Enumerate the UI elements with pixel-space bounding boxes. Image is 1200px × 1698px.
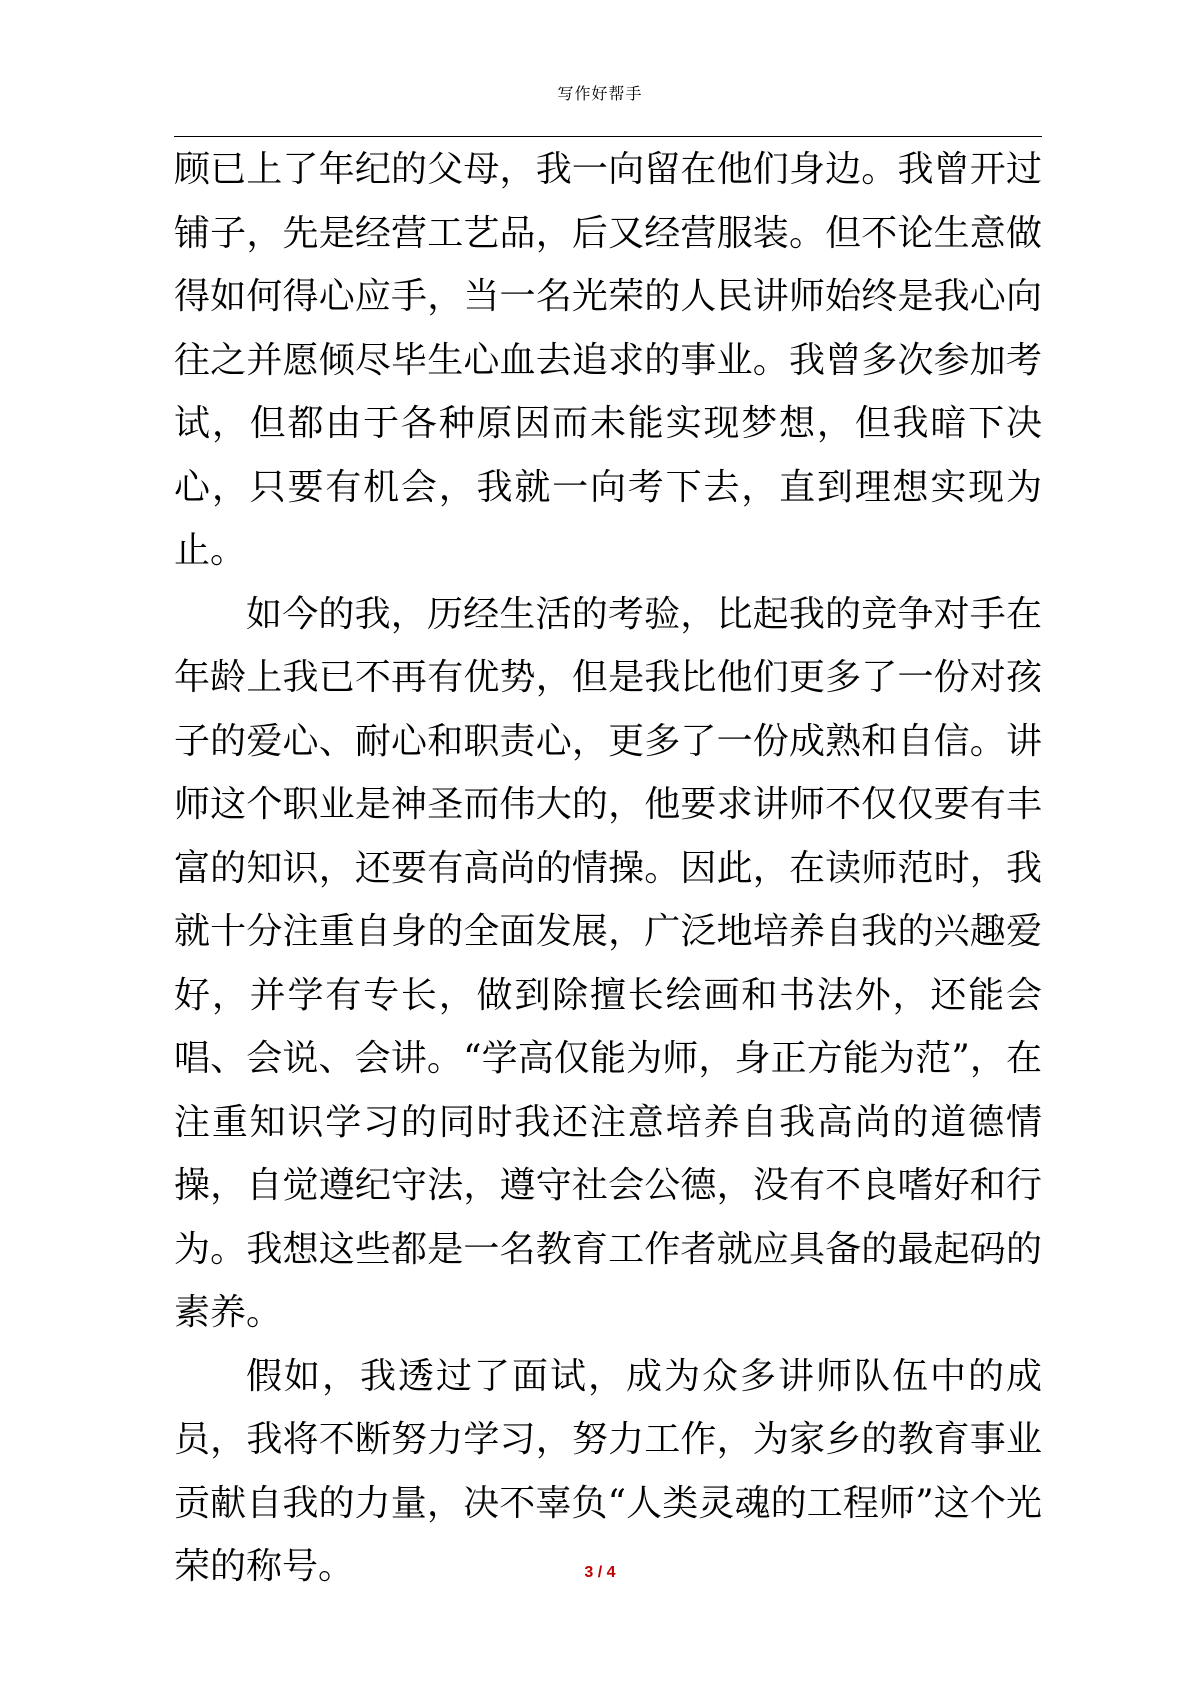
- document-body: [174, 138, 1042, 1599]
- page-number: 3 / 4: [584, 1564, 616, 1581]
- paragraph-1: 顾已上了年纪的父母，我一向留在他们身边。我曾开过铺子，先是经营工艺品，后又经营服装。但不论生意做得如何得心应手，当一名光荣的人民讲师始终是我心向往之并愿倾尽毕生心血去追求的事业。我曾多次参加考试，但都由于各种原因而未能实现梦想，但我暗下决心，只要有机会，我就一向考下去，直到理想实现为止。: [174, 149, 1042, 571]
- page-header-title: 写作好帮手: [557, 84, 643, 103]
- paragraph-2: 如今的我，历经生活的考验，比起我的竞争对手在年龄上我已不再有优势，但是我比他们更多了一份对孩子的爱心、耐心和职责心，更多了一份成熟和自信。讲师这个职业是神圣而伟大的，他要求讲师不仅仅要有丰富的知识，还要有高尚的情操。因此，在读师范时，我就十分注重自身的全面发展，广泛地培养自我的兴趣爱好，并学有专长，做到除擅长绘画和书法外，还能会唱、会说、会讲。“学高仅能为师，身正方能为范”，在注重知识学习的同时我还注意培养自我高尚的道德情操，自觉遵纪守法，遵守社会公德，没有不良嗜好和行为。我想这些都是一名教育工作者就应具备的最起码的素养。: [174, 593, 1042, 1333]
- paragraph-3: 假如，我透过了面试，成为众多讲师队伍中的成员，我将不断努力学习，努力工作，为家乡的教育事业贡献自我的力量，决不辜负“人类灵魂的工程师”这个光荣的称号。: [174, 1355, 1042, 1587]
- header-divider: [174, 136, 1042, 137]
